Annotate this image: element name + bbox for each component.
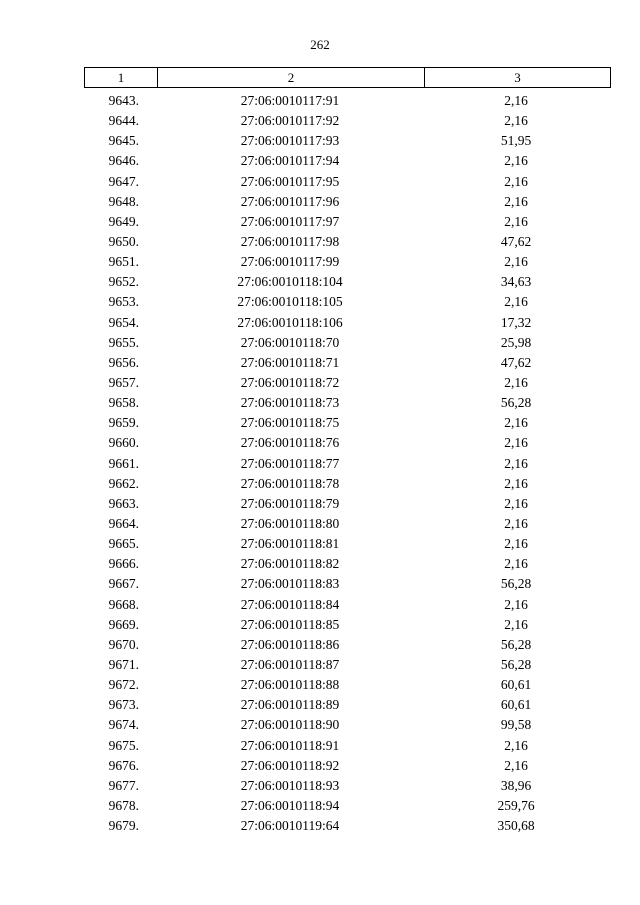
row-value: 2,16 (504, 173, 528, 189)
row-number: 9677. (108, 777, 139, 793)
cadastral-number: 27:06:0010118:105 (237, 294, 343, 310)
table-row (84, 333, 611, 353)
row-value: 2,16 (504, 213, 528, 229)
table-row (84, 635, 611, 655)
cadastral-number: 27:06:0010118:76 (240, 435, 340, 451)
cadastral-number: 27:06:0010118:78 (240, 475, 340, 491)
table-row (84, 433, 611, 453)
row-value: 2,16 (504, 475, 528, 491)
cadastral-number: 27:06:0010118:91 (240, 737, 340, 753)
table-row (84, 816, 611, 836)
table-row (84, 373, 611, 393)
row-value: 2,16 (504, 556, 528, 572)
table-row (84, 91, 611, 111)
cadastral-number: 27:06:0010118:83 (240, 576, 340, 592)
row-value: 2,16 (504, 193, 528, 209)
row-number: 9673. (108, 697, 139, 713)
row-number: 9676. (108, 757, 139, 773)
row-number: 9669. (108, 616, 139, 632)
row-value: 34,63 (500, 274, 532, 290)
row-value: 2,16 (504, 153, 528, 169)
row-number: 9674. (108, 717, 139, 733)
row-number: 9670. (108, 636, 139, 652)
row-number: 9648. (108, 193, 139, 209)
cadastral-number: 27:06:0010118:94 (240, 797, 340, 813)
row-number: 9650. (108, 233, 139, 249)
row-number: 9652. (108, 274, 139, 290)
row-value: 2,16 (504, 757, 528, 773)
table-row (84, 554, 611, 574)
row-value: 56,28 (500, 656, 532, 672)
cadastral-number: 27:06:0010118:70 (240, 334, 340, 350)
cadastral-number: 27:06:0010118:93 (240, 777, 340, 793)
table-row (84, 514, 611, 534)
row-value: 47,62 (500, 354, 532, 370)
cadastral-number: 27:06:0010118:85 (240, 616, 340, 632)
row-value: 2,16 (504, 536, 528, 552)
row-number: 9678. (108, 797, 139, 813)
row-value: 56,28 (500, 395, 532, 411)
header-cell-3: 3 (514, 69, 521, 85)
cadastral-number: 27:06:0010119:64 (240, 818, 340, 834)
table-row (84, 675, 611, 695)
table-row (84, 252, 611, 272)
row-value: 2,16 (504, 113, 528, 129)
row-value: 38,96 (500, 777, 532, 793)
row-value: 2,16 (504, 455, 528, 471)
row-number: 9672. (108, 677, 139, 693)
row-number: 9662. (108, 475, 139, 491)
cadastral-number: 27:06:0010118:88 (240, 677, 340, 693)
table-row (84, 232, 611, 252)
table-row (84, 615, 611, 635)
row-value: 2,16 (504, 435, 528, 451)
row-number: 9646. (108, 153, 139, 169)
table-row (84, 595, 611, 615)
cadastral-number: 27:06:0010117:98 (240, 233, 340, 249)
table-row (84, 272, 611, 292)
table-row (84, 776, 611, 796)
row-number: 9649. (108, 213, 139, 229)
cadastral-number: 27:06:0010117:97 (240, 213, 340, 229)
row-number: 9661. (108, 455, 139, 471)
table-row (84, 151, 611, 171)
table-row (84, 353, 611, 373)
cadastral-number: 27:06:0010118:71 (240, 354, 340, 370)
row-value: 2,16 (504, 294, 528, 310)
row-number: 9651. (108, 254, 139, 270)
row-number: 9666. (108, 556, 139, 572)
table-row (84, 292, 611, 312)
row-value: 2,16 (504, 515, 528, 531)
row-number: 9643. (108, 93, 139, 108)
row-value: 25,98 (500, 334, 532, 350)
row-value: 2,16 (504, 374, 528, 390)
row-number: 9645. (108, 133, 139, 149)
row-value: 2,16 (504, 415, 528, 431)
cadastral-number: 27:06:0010118:106 (237, 314, 343, 330)
table-row (84, 534, 611, 554)
row-number: 9658. (108, 395, 139, 411)
cadastral-number: 27:06:0010118:81 (240, 536, 340, 552)
cadastral-number: 27:06:0010117:91 (240, 93, 340, 108)
table-row (84, 736, 611, 756)
row-number: 9653. (108, 294, 139, 310)
row-value: 51,95 (500, 133, 532, 149)
row-value: 56,28 (500, 576, 532, 592)
row-value: 259,76 (497, 797, 535, 813)
row-number: 9654. (108, 314, 139, 330)
table-row (84, 474, 611, 494)
cadastral-number: 27:06:0010117:95 (240, 173, 340, 189)
cadastral-number: 27:06:0010118:82 (240, 556, 340, 572)
table-row (84, 695, 611, 715)
cadastral-number: 27:06:0010118:87 (240, 656, 340, 672)
row-value: 17,32 (500, 314, 532, 330)
row-value: 56,28 (500, 636, 532, 652)
cadastral-number: 27:06:0010118:73 (240, 395, 340, 411)
cadastral-number: 27:06:0010117:96 (240, 193, 340, 209)
row-value: 99,58 (500, 717, 532, 733)
cadastral-number: 27:06:0010118:77 (240, 455, 340, 471)
cadastral-number: 27:06:0010117:93 (240, 133, 340, 149)
row-value: 350,68 (497, 818, 535, 834)
header-cell-1: 1 (85, 68, 158, 87)
row-value: 47,62 (500, 233, 532, 249)
cadastral-number: 27:06:0010118:90 (240, 717, 340, 733)
cadastral-number: 27:06:0010117:92 (240, 113, 340, 129)
row-number: 9656. (108, 354, 139, 370)
row-number: 9660. (108, 435, 139, 451)
row-number: 9644. (108, 113, 139, 129)
row-value: 2,16 (504, 737, 528, 753)
row-value: 60,61 (500, 697, 532, 713)
table-header (84, 67, 611, 88)
table-row (84, 212, 611, 232)
row-number: 9664. (108, 515, 139, 531)
row-number: 9663. (108, 495, 139, 511)
header-cell-2: 2 (158, 68, 425, 87)
row-value: 2,16 (504, 495, 528, 511)
table-row (84, 413, 611, 433)
row-number: 9657. (108, 374, 139, 390)
cadastral-number: 27:06:0010118:84 (240, 596, 340, 612)
row-number: 9659. (108, 415, 139, 431)
row-number: 9675. (108, 737, 139, 753)
table-row (84, 131, 611, 151)
table-row (84, 494, 611, 514)
table-row (84, 796, 611, 816)
cadastral-number: 27:06:0010118:72 (240, 374, 340, 390)
cadastral-number: 27:06:0010118:86 (240, 636, 340, 652)
row-value: 60,61 (500, 677, 532, 693)
row-number: 9655. (108, 334, 139, 350)
table-row (84, 172, 611, 192)
table-row (84, 192, 611, 212)
row-number: 9667. (108, 576, 139, 592)
row-number: 9679. (108, 818, 139, 834)
row-value: 2,16 (504, 616, 528, 632)
cadastral-number: 27:06:0010117:94 (240, 153, 340, 169)
table-row (84, 655, 611, 675)
row-number: 9668. (108, 596, 139, 612)
page-number: 262 (310, 37, 330, 52)
table-body (84, 91, 611, 836)
table-row (84, 313, 611, 333)
table-row (84, 111, 611, 131)
cadastral-number: 27:06:0010117:99 (240, 254, 340, 270)
row-value: 2,16 (504, 93, 528, 108)
cadastral-number: 27:06:0010118:104 (237, 274, 343, 290)
table-row (84, 454, 611, 474)
row-number: 9665. (108, 536, 139, 552)
cadastral-number: 27:06:0010118:92 (240, 757, 340, 773)
table-row (84, 715, 611, 735)
table-row (84, 756, 611, 776)
table-row (84, 574, 611, 594)
table-row (84, 393, 611, 413)
row-number: 9671. (108, 656, 139, 672)
cadastral-number: 27:06:0010118:89 (240, 697, 340, 713)
cadastral-number: 27:06:0010118:80 (240, 515, 340, 531)
row-value: 2,16 (504, 254, 528, 270)
cadastral-number: 27:06:0010118:79 (240, 495, 340, 511)
row-value: 2,16 (504, 596, 528, 612)
row-number: 9647. (108, 173, 139, 189)
cadastral-number: 27:06:0010118:75 (240, 415, 340, 431)
